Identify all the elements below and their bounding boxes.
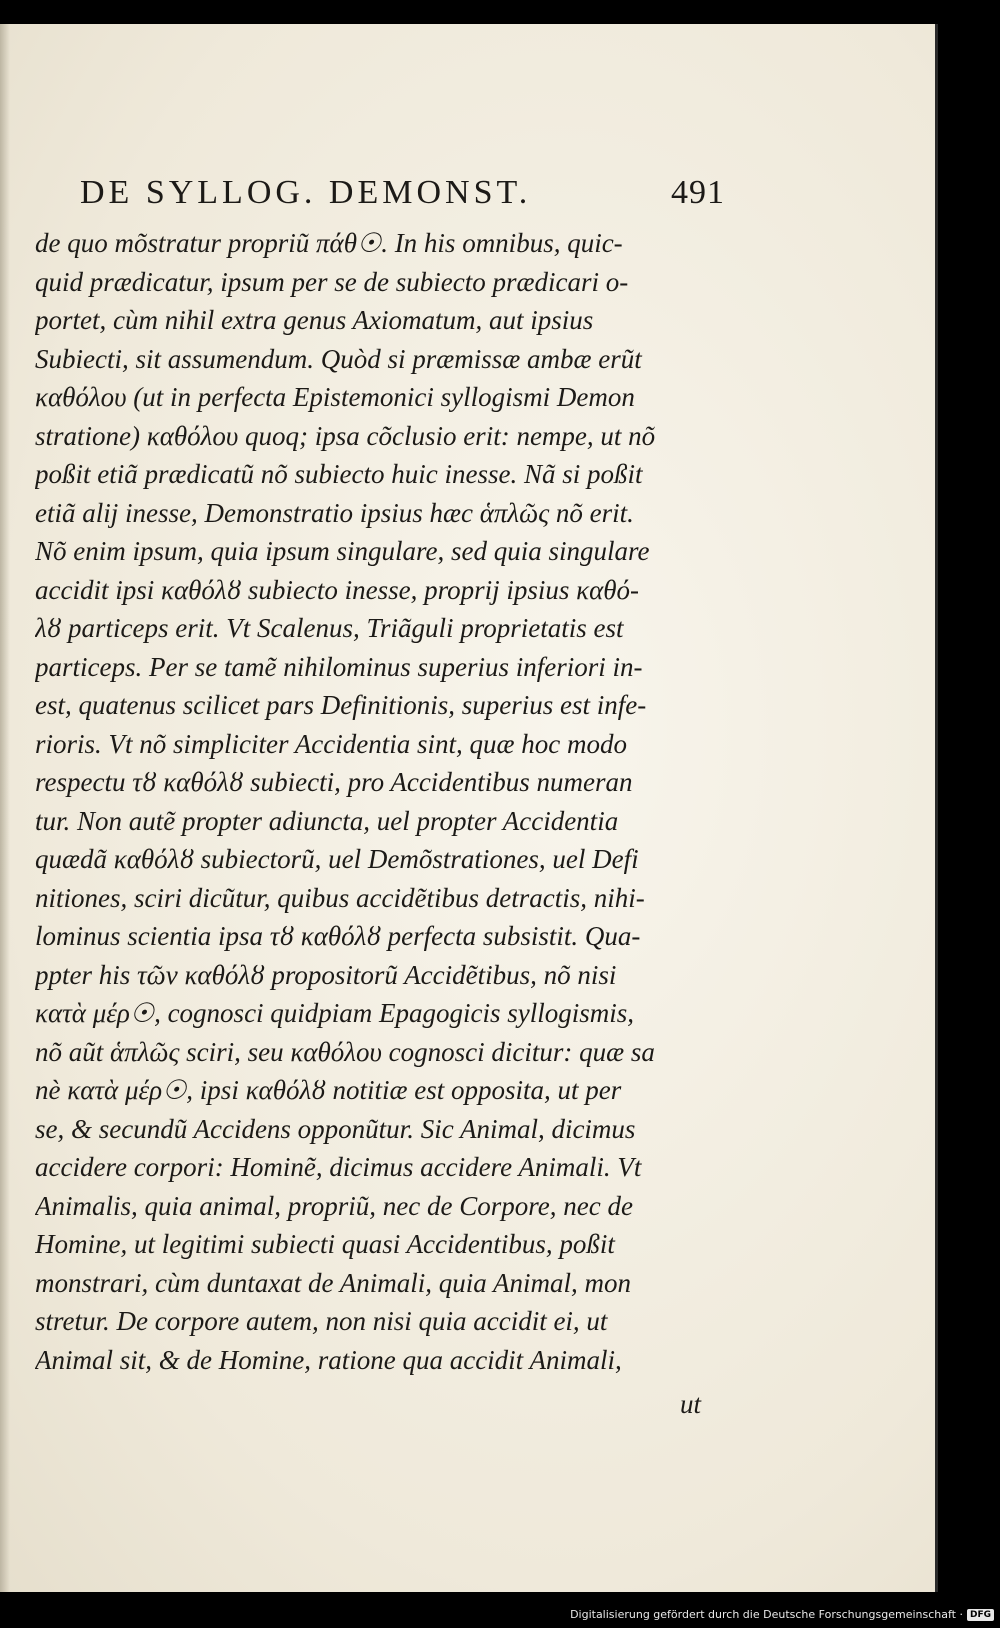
text-line: stratione) καθόλου quoq; ipsa cõclusio erit: nempe, ut nõ: [35, 420, 656, 451]
text-line: de quo mõstratur propriũ πάθ☉. In his omnibus, quic-: [35, 228, 623, 258]
text-line: quid prædicatur, ipsum per se de subiecto prædicari o-: [35, 266, 629, 297]
footer-credit: [570, 1608, 994, 1621]
text-line: ppter his τῶν καθόλȣ propositorũ Accidẽtibus, nõ nisi: [35, 959, 617, 990]
text-line: respectu τȣ καθόλȣ subiecti, pro Accidentibus numeran: [35, 767, 633, 797]
text-line: κατὰ μέρ☉, cognosci quidpiam Epagogicis syllogismis,: [35, 998, 635, 1028]
page-number: 491: [671, 174, 725, 211]
footer-bar: [0, 1604, 1000, 1628]
text-line: portet, cùm nihil extra genus Axiomatum, aut ipsius: [35, 305, 594, 335]
text-line: etiã alij inesse, Demonstratio ipsius hæc ἁπλῶς nõ erit.: [35, 497, 634, 528]
text-line: nõ aũt ἁπλῶς sciri, seu καθόλου cognosci dicitur: quæ sa: [35, 1036, 655, 1067]
text-line: nè κατὰ μέρ☉, ipsi καθόλȣ notitiæ est opposita, ut per: [35, 1075, 622, 1105]
text-line: Animal sit, & de Homine, ratione qua accidit Animali,: [35, 1344, 622, 1375]
dfg-logo-icon: DFG: [967, 1609, 994, 1621]
text-line: lominus scientia ipsa τȣ καθόλȣ perfecta subsistit. Qua-: [35, 921, 641, 951]
text-line: καθόλου (ut in perfecta Epistemonici syllogismi Demon: [35, 382, 635, 412]
text-line: Nõ enim ipsum, quia ipsum singulare, sed quia singulare: [35, 536, 650, 566]
text-line: Animalis, quia animal, propriũ, nec de Corpore, nec de: [35, 1190, 633, 1221]
text-line: monstrari, cùm duntaxat de Animali, quia Animal, mon: [35, 1267, 631, 1298]
text-line: poßit etiã prædicatũ nõ subiecto huic inesse. Nã si poßit: [35, 459, 643, 489]
footer-credit-text: Digitalisierung gefördert durch die Deutsche Forschungsgemeinschaft ·: [570, 1608, 963, 1621]
text-line: particeps. Per se tamẽ nihilominus superius inferiori in-: [35, 651, 643, 682]
text-line: tur. Non autẽ propter adiuncta, uel propter Accidentia: [35, 805, 619, 836]
text-line: nitiones, sciri dicũtur, quibus accidẽtibus detractis, nihi-: [35, 882, 645, 913]
running-head-title: DE SYLLOG. DEMONST.: [80, 174, 532, 211]
text-line: stretur. De corpore autem, non nisi quia accidit ei, ut: [35, 1306, 608, 1336]
running-head: [80, 174, 725, 222]
text-line: quædã καθόλȣ subiectorũ, uel Demõstrationes, uel Defi: [35, 844, 639, 874]
catchword: ut: [680, 1389, 702, 1419]
text-line: rioris. Vt nõ simpliciter Accidentia sint, quæ hoc modo: [35, 728, 627, 759]
text-line: se, & secundũ Accidens opponũtur. Sic Animal, dicimus: [35, 1113, 636, 1144]
text-line: accidere corpori: Hominẽ, dicimus accidere Animali. Vt: [35, 1152, 642, 1182]
text-line: Homine, ut legitimi subiecti quasi Accidentibus, poßit: [35, 1229, 615, 1259]
text-line: est, quatenus scilicet pars Definitionis, superius est infe-: [35, 690, 647, 720]
text-body: [35, 224, 735, 1379]
book-page: [0, 24, 938, 1592]
text-line: Subiecti, sit assumendum. Quòd si præmissæ ambæ erũt: [35, 343, 642, 374]
text-line: accidit ipsi καθόλȣ subiecto inesse, proprij ipsius καθό-: [35, 574, 640, 605]
text-line: λȣ particeps erit. Vt Scalenus, Triãguli proprietatis est: [35, 613, 624, 643]
